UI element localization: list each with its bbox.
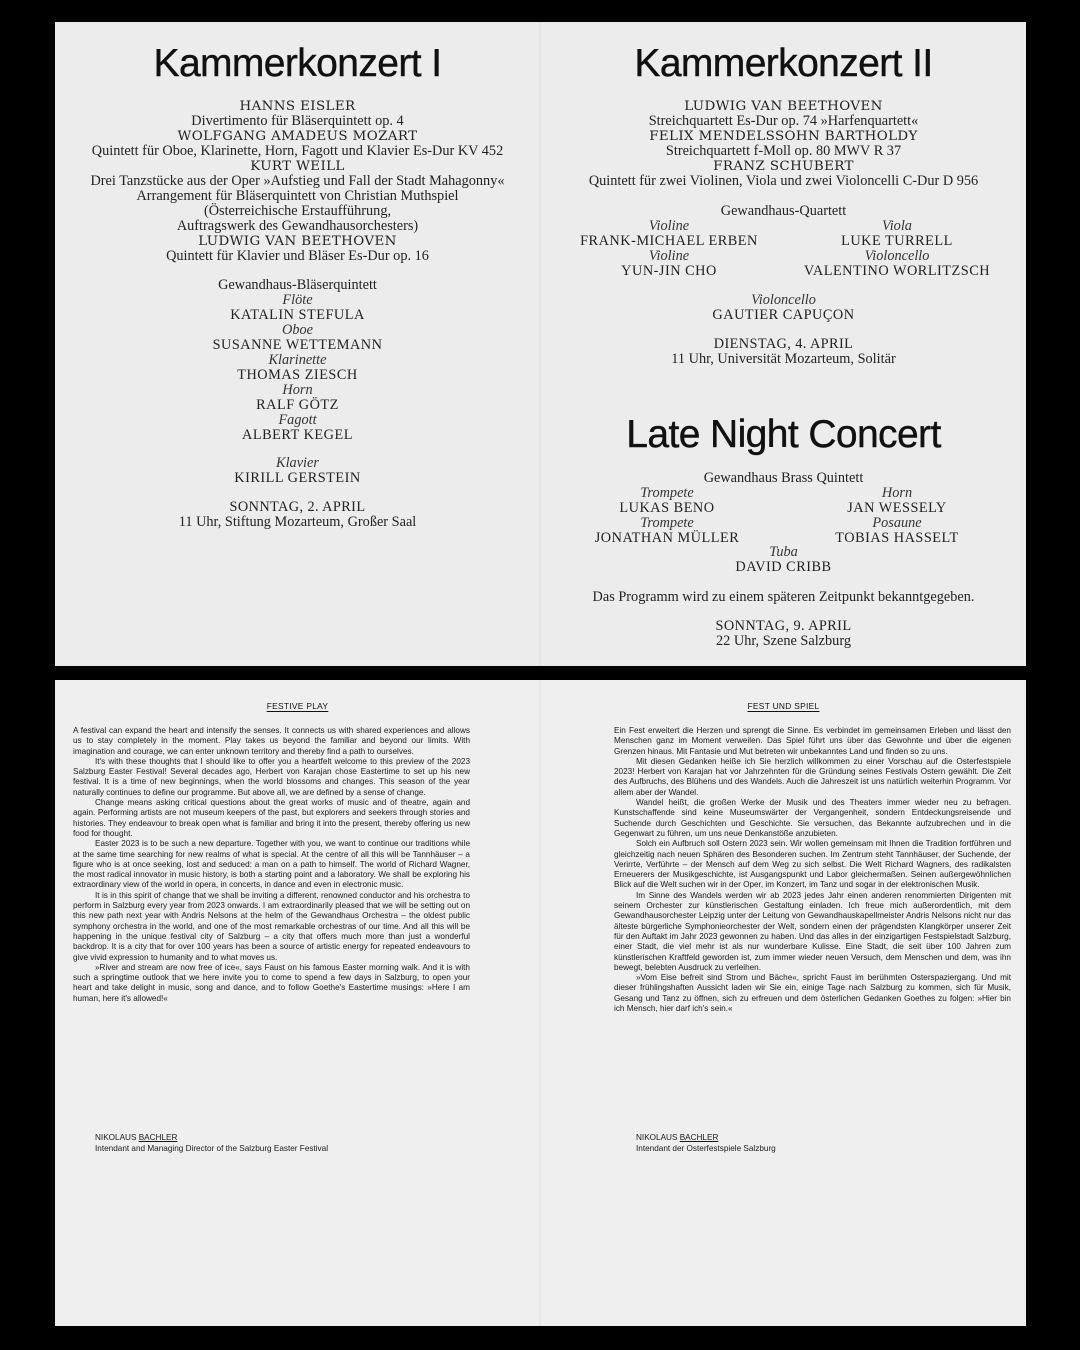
signatory-role: Intendant and Managing Director of the Salzburg Easter Festival [95, 1144, 329, 1153]
composer: LUDWIG VAN BEETHOVEN [198, 234, 397, 249]
work: Quintett für zwei Violinen, Viola und zwei Violoncelli C-Dur D 956 [588, 173, 979, 189]
paragraph: Easter 2023 is to be such a new departure. Together with you, we want to continue our traditions while at the same time searching for new realms of what is special. At the centre of all this will be Tannhäuser – a figure who is at once seeking, lost and seduced: a man on a path to himself. The world of Richard Wagner, the most radical innovator in music history, is both a starting point and a laboratory. We shall be exploring his extraordinary view of the world in opera, in concerts, in dance and even in electronic music. [73, 839, 470, 890]
player-name: SUSANNE WETTEMANN [212, 337, 383, 353]
paragraph: Solch ein Aufbruch soll Ostern 2023 sein. Wir wollen gemeinsam mit Ihnen die Tradition fortführen und gleichzeitig nach neuen Sphären des Besonderen suchen. Im Zentrum steht Tannhäuser, der Suchende, der Verirrte, Verführte – der Mensch auf dem Weg zu sich selbst. Die Welt Richard Wagners, des radikalsten Erneuerers der Musikgeschichte, ist Ausgangspunkt und Labor gleichermaßen. Seinen außergewöhnlichen Blick auf die Welt suchen wir in der Oper, im Konzert, im Tanz und sogar in der elektronischen Musik. [614, 839, 1011, 890]
player-name: KATALIN STEFULA [230, 307, 365, 323]
foreword-heading: FESTIVE PLAY [266, 701, 329, 711]
instrument-label: Viola [882, 218, 912, 234]
player-name: RALF GÖTZ [256, 397, 339, 413]
concert-venue: 22 Uhr, Szene Salzburg [716, 633, 851, 649]
page-kammerkonzert-2 [541, 22, 1026, 666]
paragraph: It's with these thoughts that I should like to offer you a heartfelt welcome to this preview of the 2023 Salzburg Easter Festival! Several decades ago, Herbert von Karajan chose Eastertime to set up his new festival. It is a time of new beginnings, when the world blossoms and changes. This season of the year naturally continues to define our programme. But above all, we are defined by a sense of change. [73, 756, 470, 797]
concert-venue: 11 Uhr, Universität Mozarteum, Solitär [671, 351, 896, 367]
player-name: JAN WESSELY [847, 500, 947, 516]
instrument-label: Horn [881, 485, 913, 501]
paragraph: A festival can expand the heart and intensify the senses. It connects us with shared experiences and allows us to stay completely in the moment. Play takes us beyond the familiar and beyond our limits. With imagination and courage, we can enter unknown territory and thereby find a path to ourselves. [73, 726, 470, 756]
paragraph: »Vom Eise befreit sind Strom und Bäche«, spricht Faust im berühmten Osterspaziergang. Und mit dieser frühlingshaften Aussicht laden wir Sie ein, einige Tage nach Salzburg zu kommen, sich für Musik, Gesang und Tanz zu öffnen, sich zu erfreuen und dem österlichen Gedanken Goethes zu folgen: »Hier bin ich Mensch, hier darf ich's sein.« [614, 973, 1011, 1014]
concert-date: DIENSTAG, 4. APRIL [713, 336, 854, 352]
work: Streichquartett Es-Dur op. 74 »Harfenquartett« [648, 113, 919, 129]
page-foreword-en [55, 680, 540, 1326]
page-foreword-de [541, 680, 1026, 1326]
kk1-title: Kammerkonzert I [153, 42, 442, 85]
kk1-ensemble-block [55, 278, 540, 443]
player-name: GAUTIER CAPUÇON [712, 307, 855, 323]
instrument-label: Trompete [640, 515, 694, 531]
lnc-left-players [547, 486, 787, 546]
instrument-label: Violine [648, 218, 690, 234]
kk2-right-players [777, 219, 1017, 279]
instrument-label: Violoncello [751, 292, 816, 308]
program-spread [55, 22, 1026, 666]
lnc-date-block [541, 619, 1026, 649]
instrument-label: Trompete [640, 485, 694, 501]
instrument-label: Flöte [282, 292, 313, 308]
player-name: KIRILL GERSTEIN [234, 470, 361, 486]
kk1-piano-block [55, 456, 540, 486]
instrument-label: Posaune [872, 515, 922, 531]
paragraph: Wandel heißt, die großen Werke der Musik und des Theaters immer wieder neu zu befragen. Kunstschaffende sind keine Museumswärter der Vergangenheit, sondern Entdeckungsreisende und Suchende durch Geschichten und Geschichte. Sie versuchen, das Bekannte aufzubrechen und in die Gegenwart zu führen, um uns neue Denkanstöße anzubieten. [614, 798, 1011, 838]
instrument-label: Violine [648, 248, 690, 264]
work: Quintett für Oboe, Klarinette, Horn, Fagott und Klavier Es-Dur KV 452 [91, 143, 504, 159]
lnc-tuba-block [541, 545, 1026, 575]
composer: WOLFGANG AMADEUS MOZART [177, 129, 418, 144]
player-name: LUKAS BENO [619, 500, 715, 516]
paragraph: Im Sinne des Wandels werden wir ab 2023 jedes Jahr einen anderen renommierten Dirigenten mit seinem Orchester zur künstlerischen Gestaltung einladen. Ich freue mich außerordentlich, mit dem Gewandhausorchester Leipzig unter der Leitung von Gewandhauskapellmeister Andris Nelsons nicht nur das älteste bürgerliche Symphonieorchester der Welt, sondern einen der prägendsten Klangkörper unserer Zeit für den Auftakt im Jahr 2023 gewonnen zu haben. Und das alles in der einzigartigen Festspielstadt Salzburg, einer Stadt, die viel mehr ist als nur wunderbare Kulisse. Eine Stadt, die seit über 100 Jahren zum künstlerischen Kraftfeld geworden ist, zum immer wieder neuen Versuch, dem Menschen und dem, was ihn bewegt, belebten Ausdruck zu verleihen. [614, 890, 1011, 972]
paragraph: Mit diesen Gedanken heiße ich Sie herzlich willkommen zu einer Vorschau auf die Osterfestspiele 2023! Herbert von Karajan hat vor Jahrzehnten für die Gründung seines Festivals Ostern gewählt. Die Zeit des Aufbruchs, des Blühens und des Wandels. Auch die Jahreszeit ist uns natürlich weiterhin Programm. Vor allem aber der Wandel. [614, 756, 1011, 797]
lnc-right-players [777, 486, 1017, 546]
player-name: VALENTINO WORLITZSCH [803, 263, 991, 279]
concert-date: SONNTAG, 2. APRIL [229, 499, 366, 515]
instrument-label: Violoncello [864, 248, 930, 264]
signature-block [95, 1132, 328, 1154]
player-name: THOMAS ZIESCH [237, 367, 358, 383]
paragraph: Change means asking critical questions about the great works of music and of theatre, again and again. Performing artists are not museum keepers of the past, but explorers and seekers through stories and histories. They endeavour to break open what is familiar and bring it into the present, thereby offering us new food for thought. [73, 798, 470, 838]
kk2-guest-block [541, 293, 1026, 323]
instrument-label: Fagott [278, 412, 317, 428]
composer: LUDWIG VAN BEETHOVEN [684, 99, 883, 114]
signatory-name: NIKOLAUS BACHLER [95, 1133, 178, 1142]
player-name: ALBERT KEGEL [242, 427, 353, 443]
paragraph: It is in this spirit of change that we shall be inviting a different, renowned conductor and his orchestra to perform in Salzburg every year from 2023 onwards. I am extraordinarily pleased that we will be setting out on this new path next year with Andris Nelsons at the helm of the Gewandhaus Orchestra – the oldest public symphony orchestra in the world, and one of the most remarkable orchestras of our time. And all this will be happening in the unique festival city of Salzburg – a city that offers much more than just a wonderful backdrop. It is a city that for over 100 years has been a source of artistic energy for repeated endeavours to give vivid expression to humanity and to what moves us. [73, 890, 470, 962]
foreword-spread [55, 680, 1026, 1326]
kk2-program [541, 99, 1026, 189]
work: Quintett für Klavier und Bläser Es-Dur op. 16 [166, 248, 429, 264]
instrument-label: Klavier [276, 455, 319, 471]
signatory-name: NIKOLAUS BACHLER [636, 1133, 719, 1142]
signatory-role: Intendant der Osterfestspiele Salzburg [636, 1144, 776, 1153]
player-name: TOBIAS HASSELT [835, 530, 959, 546]
paragraph: Ein Fest erweitert die Herzen und sprengt die Sinne. Es verbindet im gemeinsamen Erleben und lässt den Menschen ganz im Moment verweilen. Das Spiel führt uns über das Gewohnte und über die eigenen Grenzen hinaus. Mit Fantasie und Mut betreten wir unbekanntes Land und finden so zu uns. [614, 726, 1011, 756]
instrument-label: Klarinette [268, 352, 327, 368]
paragraph: »River and stream are now free of ice«, says Faust on his famous Easter morning walk. And it is with such a springtime outlook that we here invite you to come to spend a few days in Salzburg, to open your heart and take delight in music, song and dance, and to follow Goethe's Eastertime musings: »Here I am human, here it's allowed!« [73, 962, 470, 1003]
composer: FELIX MENDELSSOHN BARTHOLDY [649, 129, 918, 144]
concert-date: SONNTAG, 9. APRIL [715, 618, 852, 634]
concert-venue: 11 Uhr, Stiftung Mozarteum, Großer Saal [178, 514, 417, 530]
player-name: YUN-JIN CHO [621, 263, 717, 279]
player-name: DAVID CRIBB [735, 559, 832, 575]
composer: KURT WEILL [250, 159, 345, 174]
signature-block [636, 1132, 776, 1154]
kk2-title: Kammerkonzert II [634, 42, 933, 85]
composer: HANNS EISLER [239, 99, 356, 114]
instrument-label: Oboe [282, 322, 313, 338]
player-name: FRANK-MICHAEL ERBEN [580, 233, 758, 249]
instrument-label: Tuba [769, 544, 798, 560]
lnc-program-note: Das Programm wird zu einem späteren Zeitpunkt bekanntgegeben. [592, 589, 975, 605]
page-kammerkonzert-1 [55, 22, 540, 666]
instrument-label: Horn [282, 382, 313, 398]
kk2-date-block [541, 337, 1026, 367]
work: Auftragswerk des Gewandhausorchesters) [176, 218, 419, 234]
kk1-ensemble: Gewandhaus-Bläserquintett [218, 277, 377, 293]
kk1-date-block [55, 500, 540, 530]
work: Arrangement für Bläserquintett von Christian Muthspiel [136, 188, 459, 204]
foreword-body [73, 726, 470, 1004]
player-name: JONATHAN MÜLLER [594, 530, 740, 546]
kk2-ensemble: Gewandhaus-Quartett [720, 203, 847, 219]
composer: FRANZ SCHUBERT [713, 159, 854, 174]
lnc-ensemble: Gewandhaus Brass Quintett [703, 470, 864, 486]
foreword-heading: FEST UND SPIEL [747, 701, 820, 711]
work: Streichquartett f-Moll op. 80 MWV R 37 [665, 143, 902, 159]
work: (Österreichische Erstaufführung, [203, 203, 392, 219]
lnc-title: Late Night Concert [626, 413, 941, 456]
work: Drei Tanzstücke aus der Oper »Aufstieg und Fall der Stadt Mahagonny« [90, 173, 505, 189]
work: Divertimento für Bläserquintett op. 4 [191, 113, 404, 129]
kk2-left-players [549, 219, 789, 279]
foreword-body [614, 726, 1011, 1014]
kk1-program [55, 99, 540, 264]
player-name: LUKE TURRELL [841, 233, 953, 249]
